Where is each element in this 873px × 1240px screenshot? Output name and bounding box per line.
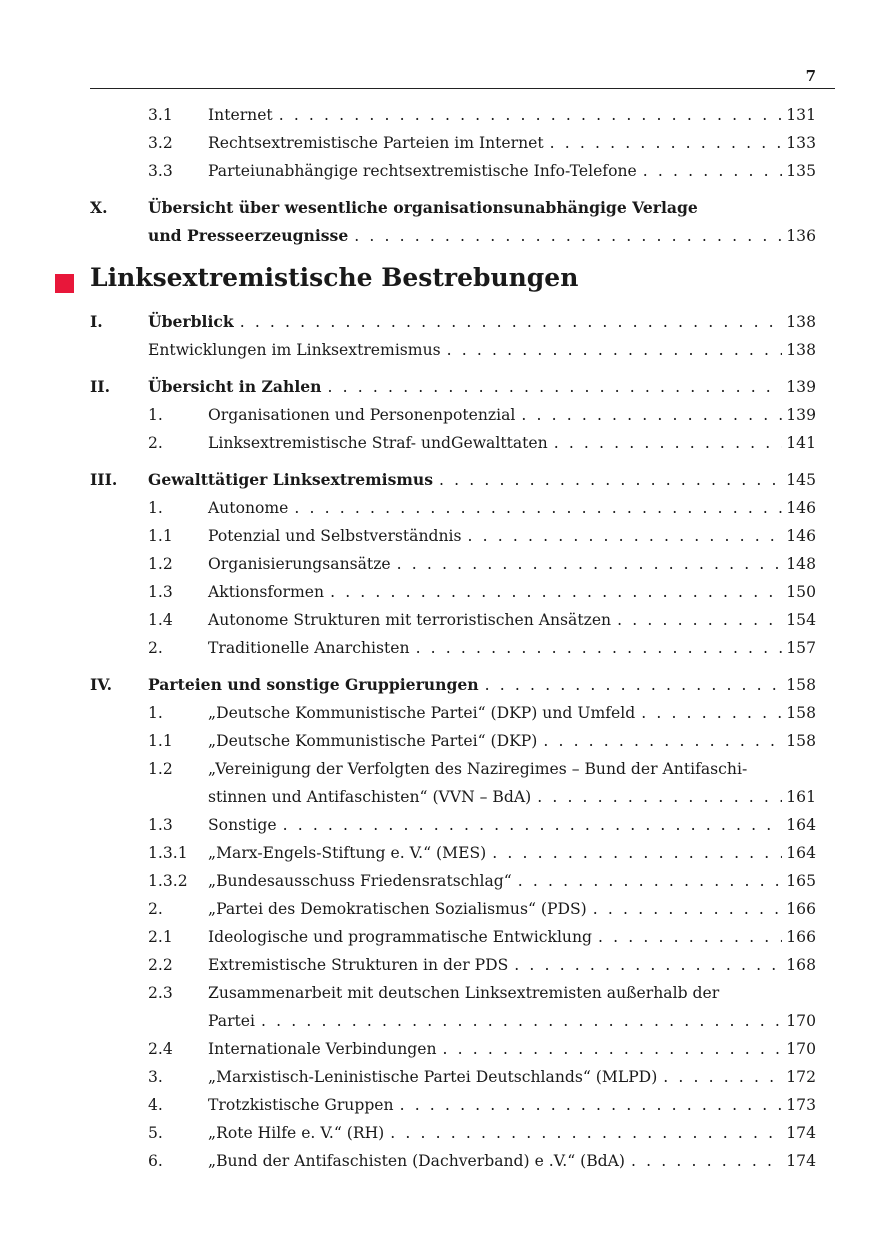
toc-entry-title: „Vereinigung der Verfolgten des Naziregimes – Bund der Antifaschi-: [208, 760, 748, 778]
dot-leader: [631, 1147, 782, 1175]
toc-entry-page: 138: [786, 341, 816, 359]
toc-entry[interactable]: [0, 671, 873, 699]
dot-leader: [294, 494, 782, 522]
toc-entry-number: 2.: [148, 434, 163, 452]
toc-entry-title: Parteiunabhängige rechtsextremistische Info-Telefone: [208, 162, 637, 180]
toc-entry-number: 6.: [148, 1152, 163, 1170]
dot-leader: [617, 606, 782, 634]
toc-group-previous: [0, 101, 873, 185]
toc-entry-title: Ideologische und programmatische Entwicklung: [208, 928, 593, 946]
toc-entry-number: 2.: [148, 900, 163, 918]
toc-entry-title: „Deutsche Kommunistische Partei“ (DKP): [208, 732, 538, 750]
toc-entry[interactable]: [0, 783, 873, 811]
toc-entry-title: und Presseerzeugnisse: [148, 226, 349, 245]
dot-leader: [279, 101, 783, 129]
toc-entry-number: 2.3: [148, 984, 173, 1002]
toc-entry[interactable]: [0, 129, 873, 157]
toc-entry-title: Rechtsextremistische Parteien im Internet: [208, 134, 544, 152]
dot-leader: [390, 1119, 782, 1147]
toc-entry[interactable]: [0, 811, 873, 839]
toc-entry-page: 170: [786, 1012, 816, 1030]
toc-entry-title: „Partei des Demokratischen Sozialismus“ (PDS): [208, 900, 587, 918]
toc-entry[interactable]: [0, 699, 873, 727]
dot-leader: [283, 811, 783, 839]
dot-leader: [643, 157, 782, 185]
toc-entry-number: II.: [90, 377, 111, 396]
toc-entry-number: 1.1: [148, 732, 173, 750]
toc-entry-page: 141: [786, 434, 816, 452]
toc-entry[interactable]: [0, 1119, 873, 1147]
toc-entry-number: 1.4: [148, 611, 173, 629]
toc-entry-chapter-x[interactable]: [0, 194, 873, 222]
toc-entry[interactable]: [0, 336, 873, 364]
header-rule: [90, 88, 835, 89]
toc-entry-number: I.: [90, 312, 103, 331]
toc-entry-page: 170: [786, 1040, 816, 1058]
toc-entry-title: Partei: [208, 1012, 256, 1030]
toc-entry-number: 1.3.1: [148, 844, 188, 862]
toc-entry[interactable]: [0, 578, 873, 606]
dot-leader: [240, 308, 783, 336]
dot-leader: [261, 1007, 782, 1035]
toc-entry-number: 1.: [148, 499, 163, 517]
toc-entry-page: 157: [786, 639, 816, 657]
toc-entry-number: 3.1: [148, 106, 173, 124]
toc-entry-title: Übersicht in Zahlen: [148, 377, 322, 396]
toc-entry-title: „Deutsche Kommunistische Partei“ (DKP) und Umfeld: [208, 704, 636, 722]
toc-entry-number: 2.: [148, 639, 163, 657]
toc-entry[interactable]: [0, 429, 873, 457]
toc-entry-title: Internet: [208, 106, 273, 124]
dot-leader: [416, 634, 783, 662]
toc-entry-number: 1.3: [148, 583, 173, 601]
dot-leader: [663, 1063, 782, 1091]
toc-entry-page: 165: [786, 872, 816, 890]
toc-entry-number: 1.: [148, 406, 163, 424]
toc-entry[interactable]: [0, 1035, 873, 1063]
dot-leader: [354, 222, 782, 250]
toc-entry[interactable]: [0, 494, 873, 522]
toc-entry-number: 1.1: [148, 527, 173, 545]
toc-group-iv: [0, 671, 873, 1175]
toc-entry-page: 146: [786, 499, 816, 517]
toc-entry-page: 158: [786, 732, 816, 750]
toc-entry-title: Internationale Verbindungen: [208, 1040, 437, 1058]
table-of-contents: [0, 101, 873, 1175]
toc-entry-page: 174: [786, 1152, 816, 1170]
toc-entry-number: 1.: [148, 704, 163, 722]
toc-entry-page: 145: [786, 471, 816, 489]
toc-entry-number: 1.3: [148, 816, 173, 834]
toc-entry[interactable]: [0, 839, 873, 867]
toc-entry-page: 158: [786, 704, 816, 722]
toc-entry-page: 150: [786, 583, 816, 601]
toc-entry[interactable]: [0, 1063, 873, 1091]
toc-entry-page: 174: [786, 1124, 816, 1142]
toc-entry[interactable]: [0, 1147, 873, 1175]
dot-leader: [521, 401, 782, 429]
toc-entry-title: Trotzkistische Gruppen: [208, 1096, 394, 1114]
dot-leader: [328, 373, 783, 401]
toc-entry[interactable]: [0, 373, 873, 401]
toc-entry-title: Autonome Strukturen mit terroristischen Ansätzen: [208, 611, 612, 629]
toc-entry-title: „Rote Hilfe e. V.“ (RH): [208, 1124, 385, 1142]
toc-entry[interactable]: [0, 755, 873, 783]
section-title: Linksextremistische Bestrebungen: [90, 263, 579, 292]
toc-entry-page: 139: [786, 406, 816, 424]
dot-leader: [598, 923, 782, 951]
toc-entry-number: 1.2: [148, 555, 173, 573]
dot-leader: [447, 336, 783, 364]
toc-entry[interactable]: [0, 550, 873, 578]
toc-entry[interactable]: [0, 867, 873, 895]
dot-leader: [485, 671, 783, 699]
toc-entry-page: 136: [786, 227, 816, 245]
dot-leader: [443, 1035, 783, 1063]
red-square-marker: [55, 274, 74, 293]
toc-entry-title: Organisierungsansätze: [208, 555, 391, 573]
toc-entry-title: „Marxistisch-Leninistische Partei Deutschlands“ (MLPD): [208, 1068, 658, 1086]
toc-entry-number: 4.: [148, 1096, 163, 1114]
toc-entry[interactable]: [0, 606, 873, 634]
toc-entry-page: 166: [786, 928, 816, 946]
toc-entry[interactable]: [0, 401, 873, 429]
toc-entry[interactable]: [0, 923, 873, 951]
toc-entry-title: „Bund der Antifaschisten (Dachverband) e .V.“ (BdA): [208, 1152, 626, 1170]
toc-entry-page: 154: [786, 611, 816, 629]
toc-group-iii: [0, 466, 873, 662]
dot-leader: [543, 727, 782, 755]
toc-entry-chapter-x-continued[interactable]: [0, 222, 873, 250]
page-number: 7: [805, 67, 816, 85]
dot-leader: [593, 895, 782, 923]
dot-leader: [550, 129, 783, 157]
dot-leader: [537, 783, 782, 811]
toc-entry-title: Parteien und sonstige Gruppierungen: [148, 675, 479, 694]
toc-entry[interactable]: [0, 951, 873, 979]
toc-entry[interactable]: [0, 634, 873, 662]
dot-leader: [468, 522, 783, 550]
toc-entry-title: „Marx-Engels-Stiftung e. V.“ (MES): [208, 844, 487, 862]
dot-leader: [641, 699, 782, 727]
dot-leader: [439, 466, 782, 494]
toc-entry-page: 173: [786, 1096, 816, 1114]
toc-entry-title: Gewalttätiger Linksextremismus: [148, 470, 433, 489]
toc-entry-number: 5.: [148, 1124, 163, 1142]
toc-entry-number: 3.: [148, 1068, 163, 1086]
toc-entry-number: 2.2: [148, 956, 173, 974]
toc-entry-number: 2.1: [148, 928, 173, 946]
toc-entry-title: Linksextremistische Straf- undGewalttaten: [208, 434, 548, 452]
dot-leader: [397, 550, 783, 578]
toc-entry-number: 2.4: [148, 1040, 173, 1058]
toc-entry[interactable]: [0, 727, 873, 755]
toc-entry-page: 161: [786, 788, 816, 806]
toc-entry-title: Traditionelle Anarchisten: [208, 639, 410, 657]
toc-entry-page: 172: [786, 1068, 816, 1086]
toc-entry-number: 3.3: [148, 162, 173, 180]
toc-entry[interactable]: [0, 1007, 873, 1035]
toc-entry-title: Zusammenarbeit mit deutschen Linksextremisten außerhalb der: [208, 984, 720, 1002]
toc-entry[interactable]: [0, 101, 873, 129]
dot-leader: [554, 429, 783, 457]
toc-entry-title: Organisationen und Personenpotenzial: [208, 406, 516, 424]
toc-group-ii: [0, 373, 873, 457]
toc-entry-page: 168: [786, 956, 816, 974]
toc-entry-page: 148: [786, 555, 816, 573]
toc-entry-number: 3.2: [148, 134, 173, 152]
dot-leader: [330, 578, 782, 606]
toc-entry[interactable]: [0, 308, 873, 336]
section-heading: [0, 250, 873, 308]
toc-entry-number: X.: [90, 198, 108, 217]
dot-leader: [514, 951, 782, 979]
toc-entry-title: Entwicklungen im Linksextremismus: [148, 341, 441, 359]
dot-leader: [492, 839, 782, 867]
toc-entry-number: 1.3.2: [148, 872, 188, 890]
toc-entry-title: stinnen und Antifaschisten“ (VVN – BdA): [208, 788, 532, 806]
toc-entry[interactable]: [0, 522, 873, 550]
toc-entry-title: Autonome: [208, 499, 289, 517]
toc-entry[interactable]: [0, 1091, 873, 1119]
toc-entry-title: Potenzial und Selbstverständnis: [208, 527, 462, 545]
toc-entry-page: 135: [786, 162, 816, 180]
toc-entry-page: 139: [786, 378, 816, 396]
toc-entry-title: Aktionsformen: [208, 583, 325, 601]
toc-entry-title: Überblick: [148, 312, 234, 331]
toc-entry-page: 131: [786, 106, 816, 124]
toc-entry[interactable]: [0, 466, 873, 494]
dot-leader: [400, 1091, 783, 1119]
toc-entry-page: 158: [786, 676, 816, 694]
toc-entry-page: 164: [786, 816, 816, 834]
toc-entry-title: Übersicht über wesentliche organisationsunabhängige Verlage: [148, 198, 698, 217]
toc-entry-title: Sonstige: [208, 816, 277, 834]
toc-entry[interactable]: [0, 895, 873, 923]
toc-entry-title: Extremistische Strukturen in der PDS: [208, 956, 509, 974]
toc-entry-page: 138: [786, 313, 816, 331]
toc-entry-page: 133: [786, 134, 816, 152]
toc-entry-number: III.: [90, 470, 118, 489]
dot-leader: [518, 867, 782, 895]
toc-entry-number: IV.: [90, 675, 113, 694]
toc-entry[interactable]: [0, 979, 873, 1007]
toc-entry-page: 164: [786, 844, 816, 862]
toc-entry[interactable]: [0, 157, 873, 185]
toc-entry-title: „Bundesausschuss Friedensratschlag“: [208, 872, 512, 890]
toc-entry-page: 166: [786, 900, 816, 918]
toc-entry-number: 1.2: [148, 760, 173, 778]
toc-group-i: [0, 308, 873, 364]
toc-entry-page: 146: [786, 527, 816, 545]
